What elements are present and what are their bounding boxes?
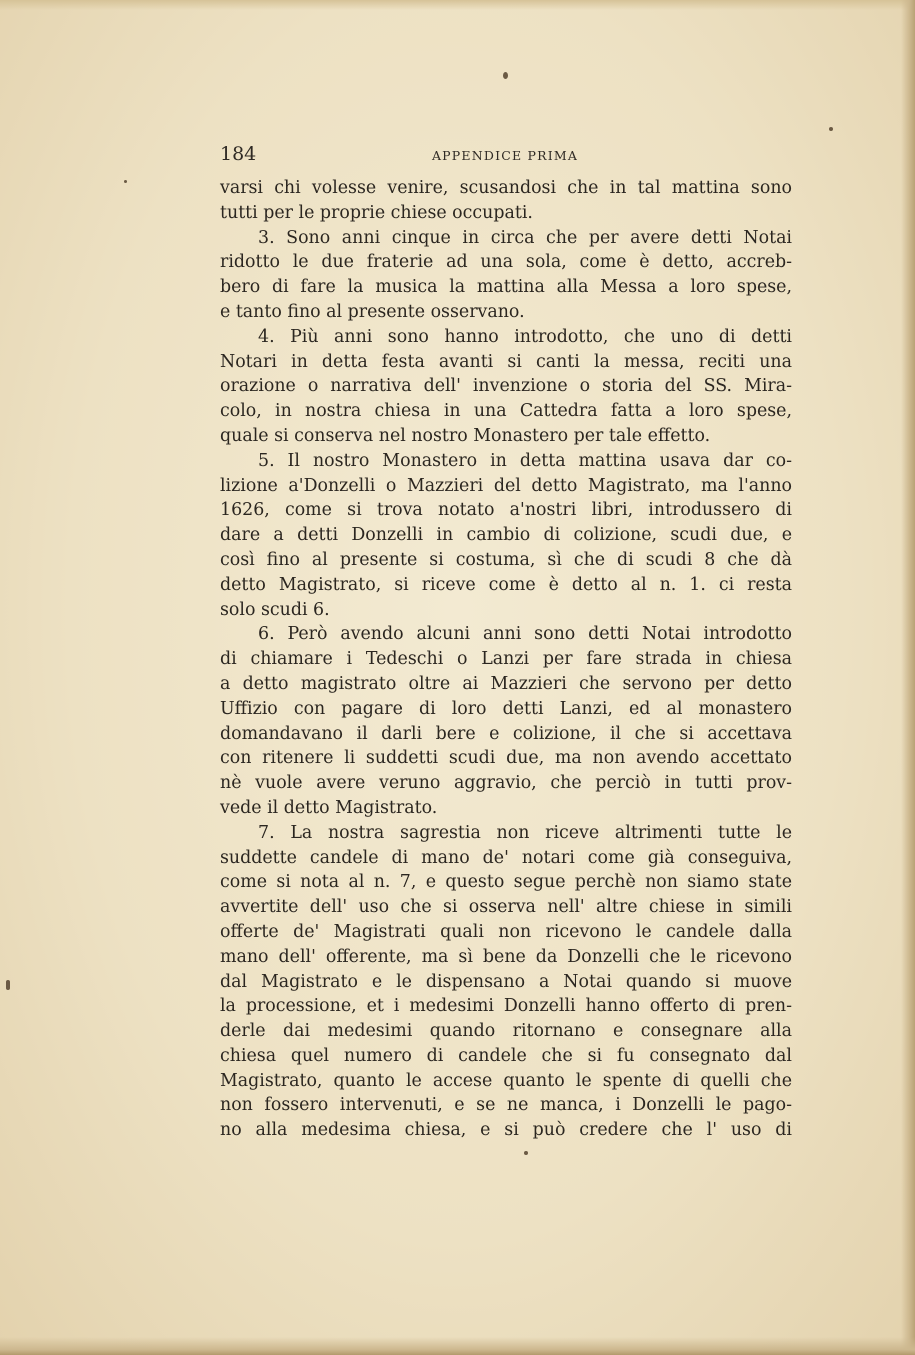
text-line: orazione o narrativa dell' invenzione o storia del SS. Mira- bbox=[220, 376, 792, 397]
ink-spot bbox=[503, 72, 508, 79]
paragraph-start-line: 3. Sono anni cinque in circa che per avere detti Notai bbox=[258, 227, 792, 248]
text-line: solo scudi 6. bbox=[220, 599, 330, 620]
ink-spot bbox=[6, 980, 10, 990]
paragraph-start-line: 4. Più anni sono hanno introdotto, che uno di detti bbox=[258, 326, 792, 347]
text-line: 1626, come si trova notato a'nostri libri, introdussero di bbox=[220, 500, 792, 521]
text-line: offerte de' Magistrati quali non ricevono le candele dalla bbox=[220, 921, 792, 942]
text-line: dare a detti Donzelli in cambio di colizione, scudi due, e bbox=[220, 525, 792, 546]
text-line: e tanto fino al presente osservano. bbox=[220, 301, 525, 322]
text-line: avvertite dell' uso che si osserva nell' altre chiese in simili bbox=[220, 897, 792, 918]
text-line: bero di fare la musica la mattina alla Messa a loro spese, bbox=[220, 277, 792, 298]
page-header bbox=[220, 143, 790, 169]
text-line: ridotto le due fraterie ad una sola, come è detto, accreb- bbox=[220, 252, 792, 273]
ink-spot bbox=[524, 1151, 528, 1155]
page-number: 184 bbox=[220, 143, 257, 165]
text-line: suddette candele di mano de' notari come già conseguiva, bbox=[220, 847, 792, 868]
paragraph-start-line: 7. La nostra sagrestia non riceve altrimenti tutte le bbox=[258, 822, 792, 843]
text-line: con ritenere li suddetti scudi due, ma non avendo accettato bbox=[220, 748, 792, 769]
text-line: quale si conserva nel nostro Monastero per tale effetto. bbox=[220, 425, 711, 446]
text-line: vede il detto Magistrato. bbox=[220, 797, 438, 818]
text-line: colo, in nostra chiesa in una Cattedra fatta a loro spese, bbox=[220, 401, 792, 422]
text-line: nè vuole avere veruno aggravio, che perciò in tutti prov- bbox=[220, 773, 792, 794]
text-line: mano dell' offerente, ma sì bene da Donzelli che le ricevono bbox=[220, 946, 792, 967]
text-line: lizione a'Donzelli o Mazzieri del detto Magistrato, ma l'anno bbox=[220, 475, 792, 496]
paragraph-start-line: 6. Però avendo alcuni anni sono detti Notai introdotto bbox=[258, 624, 792, 645]
text-line: Uffizio con pagare di loro detti Lanzi, ed al monastero bbox=[220, 698, 792, 719]
running-head: APPENDICE PRIMA bbox=[431, 148, 579, 163]
text-line: di chiamare i Tedeschi o Lanzi per fare strada in chiesa bbox=[220, 649, 792, 670]
text-line: come si nota al n. 7, e questo segue perchè non siamo state bbox=[220, 872, 792, 893]
text-line: a detto magistrato oltre ai Mazzieri che servono per detto bbox=[220, 673, 792, 694]
page-edge-right bbox=[901, 0, 915, 1355]
text-line: detto Magistrato, si riceve come è detto al n. 1. ci resta bbox=[220, 574, 792, 595]
text-line: chiesa quel numero di candele che si fu consegnato dal bbox=[220, 1045, 792, 1066]
text-line: dal Magistrato e le dispensano a Notai quando si muove bbox=[220, 971, 792, 992]
text-line: Magistrato, quanto le accese quanto le spente di quelli che bbox=[220, 1070, 792, 1091]
text-line: domandavano il darli bere e colizione, il che si accettava bbox=[220, 723, 792, 744]
body-text bbox=[220, 176, 792, 1143]
text-line: varsi chi volesse venire, scusandosi che in tal mattina sono bbox=[220, 178, 792, 198]
text-line: non fossero intervenuti, e se ne manca, i Donzelli le pago- bbox=[220, 1095, 792, 1116]
text-line: no alla medesima chiesa, e si può credere che l' uso di bbox=[220, 1120, 792, 1141]
ink-spot bbox=[124, 180, 127, 183]
text-line: tutti per le proprie chiese occupati. bbox=[220, 202, 533, 223]
ink-spot bbox=[829, 127, 833, 131]
page-edge-bottom bbox=[0, 1337, 915, 1355]
page-edge-top bbox=[0, 0, 915, 10]
text-line: derle dai medesimi quando ritornano e consegnare alla bbox=[220, 1021, 792, 1042]
text-line: così fino al presente si costuma, sì che di scudi 8 che dà bbox=[220, 549, 792, 570]
text-line: Notari in detta festa avanti si canti la messa, reciti una bbox=[220, 351, 792, 372]
paragraph-start-line: 5. Il nostro Monastero in detta mattina usava dar co- bbox=[258, 450, 792, 471]
text-line: la processione, et i medesimi Donzelli hanno offerto di pren- bbox=[220, 996, 792, 1017]
